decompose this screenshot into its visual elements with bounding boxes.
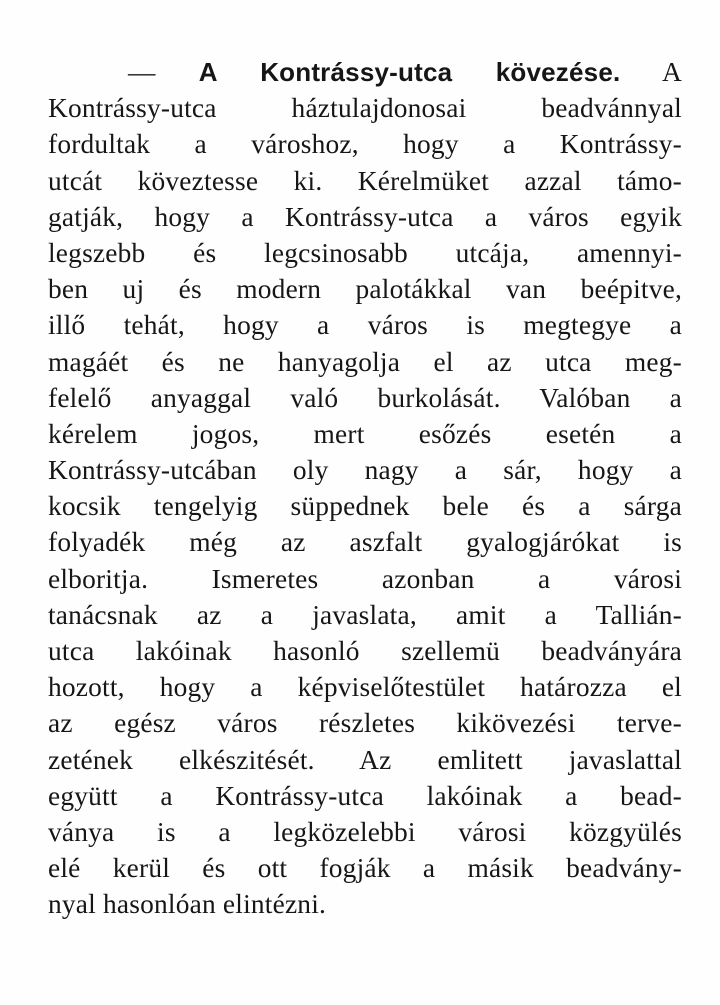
first-line-tail: A	[662, 57, 682, 87]
article-headline: A Kontrássy-utca kövezése.	[198, 57, 621, 87]
text-line-11: kérelem jogos, mert esőzés esetén a	[48, 418, 682, 449]
text-line-12: Kontrássy-utcában oly nagy a sár, hogy a	[48, 455, 682, 486]
text-line-8: illő tehát, hogy a város is megtegye a	[48, 310, 682, 341]
text-line-20: zetének elkészitését. Az emlitett javaslattal	[48, 744, 682, 775]
lead-dash: —	[128, 57, 156, 87]
article-body	[48, 54, 682, 923]
text-line-18: hozott, hogy a képviselőtestület határozza el	[48, 672, 682, 703]
text-line-17: utca lakóinak hasonló szellemü beadványára	[48, 636, 682, 666]
text-line-14: folyadék még az aszfalt gyalogjárókat is	[48, 527, 682, 558]
text-line-13: kocsik tengelyig süppednek bele és a sárga	[48, 491, 682, 522]
text-line-19: az egész város részletes kikövezési terve-	[48, 708, 682, 739]
text-line-21: együtt a Kontrássy-utca lakóinak a bead-	[48, 780, 682, 811]
text-line-24: nyal hasonlóan elintézni.	[48, 889, 327, 920]
text-line-9: magáét és ne hanyagolja el az utca meg-	[48, 346, 682, 377]
text-line-5: gatják, hogy a Kontrássy-utca a város egyik	[48, 201, 682, 232]
text-line-4: utcát köveztesse ki. Kérelmüket azzal támo-	[48, 165, 682, 196]
text-line-15: elboritja. Ismeretes azonban a városi	[48, 563, 682, 594]
text-line-22: ványa is a legközelebbi városi közgyülés	[48, 816, 682, 847]
article-first-line	[48, 54, 682, 90]
text-line-23: elé kerül és ott fogják a másik beadvány-	[48, 853, 682, 884]
text-line-2: Kontrássy-utca háztulajdonosai beadvánnyal	[48, 93, 682, 124]
text-line-10: felelő anyaggal való burkolását. Valóban a	[48, 382, 682, 413]
text-line-3: fordultak a városhoz, hogy a Kontrássy-	[48, 129, 682, 160]
text-line-6: legszebb és legcsinosabb utcája, amennyi-	[48, 237, 682, 268]
text-line-7: ben uj és modern palotákkal van beépitve,	[48, 274, 682, 305]
text-line-16: tanácsnak az a javaslata, amit a Tallián-	[48, 599, 682, 630]
